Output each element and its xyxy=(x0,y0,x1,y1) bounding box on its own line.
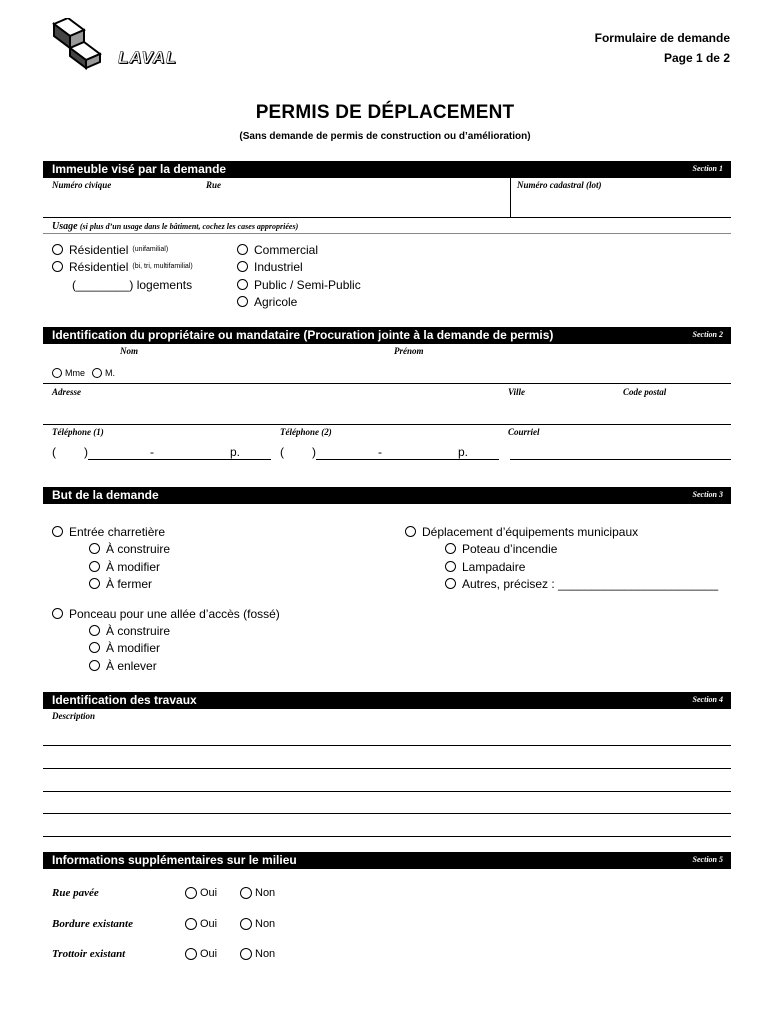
description-line-5[interactable] xyxy=(43,836,731,837)
option-label: Entrée charretière xyxy=(69,524,166,539)
option-label: À enlever xyxy=(106,658,157,673)
logo-text: LAVAL xyxy=(118,48,178,67)
culvert-build[interactable] xyxy=(89,622,170,639)
option-label: Autres, précisez : ________________________ xyxy=(462,576,719,591)
option-label: Résidentiel xyxy=(69,242,129,257)
radio-circle[interactable] xyxy=(52,368,62,378)
radio-circle[interactable] xyxy=(237,261,248,272)
radio-circle[interactable] xyxy=(240,918,252,930)
option-label: Résidentiel xyxy=(69,259,129,274)
section-1-number: Section 1 xyxy=(692,164,723,173)
option-label: À fermer xyxy=(106,576,153,591)
description-line-3[interactable] xyxy=(43,791,731,792)
laval-logo xyxy=(52,18,184,74)
equipment-streetlight[interactable] xyxy=(445,558,525,575)
purpose-culvert[interactable] xyxy=(52,605,280,622)
radio-circle[interactable] xyxy=(185,948,197,960)
section-3-number: Section 3 xyxy=(692,490,723,499)
option-label: Public / Semi-Public xyxy=(254,277,361,292)
radio-circle[interactable] xyxy=(89,578,100,589)
equipment-other[interactable] xyxy=(445,575,718,592)
paved-street-yes[interactable] xyxy=(185,887,217,899)
phone2-label: Téléphone (2) xyxy=(280,427,332,437)
phone2-ext: p. xyxy=(458,445,469,459)
section-4-header xyxy=(43,692,731,709)
culvert-modify[interactable] xyxy=(89,639,160,656)
section-5-title: Informations supplémentaires sur le milieu xyxy=(52,853,297,867)
m-label: M. xyxy=(105,368,115,378)
description-line-4[interactable] xyxy=(43,813,731,814)
radio-circle[interactable] xyxy=(52,244,63,255)
street-label: Rue xyxy=(206,180,222,190)
radio-circle[interactable] xyxy=(445,578,456,589)
usage-label-text: Usage xyxy=(52,221,78,232)
address-label: Adresse xyxy=(52,387,81,397)
driveway-modify[interactable] xyxy=(89,558,160,575)
section-3-header xyxy=(43,487,731,504)
address-field-line[interactable] xyxy=(43,217,731,218)
sidewalk-no[interactable] xyxy=(240,948,275,960)
culvert-remove[interactable] xyxy=(89,657,157,674)
last-name-label: Nom xyxy=(120,346,138,356)
option-label: Déplacement d’équipements municipaux xyxy=(422,524,639,539)
yes-label: Oui xyxy=(200,887,218,899)
phone1-line[interactable] xyxy=(88,459,271,460)
sidewalk-label: Trottoir existant xyxy=(52,948,126,960)
usage-public[interactable] xyxy=(237,276,361,293)
radio-circle[interactable] xyxy=(89,561,100,572)
usage-agricultural[interactable] xyxy=(237,293,297,310)
radio-circle[interactable] xyxy=(89,660,100,671)
cadastral-label: Numéro cadastral (lot) xyxy=(517,180,602,190)
no-label: Non xyxy=(255,887,276,899)
postal-code-label: Code postal xyxy=(623,387,667,397)
phone2-line[interactable] xyxy=(316,459,499,460)
option-label: À modifier xyxy=(106,640,161,655)
yes-label: Oui xyxy=(200,948,218,960)
radio-circle[interactable] xyxy=(240,948,252,960)
usage-commercial[interactable] xyxy=(237,241,318,258)
description-line-1[interactable] xyxy=(43,745,731,746)
address2-field-line[interactable] xyxy=(43,424,731,425)
section-1-header xyxy=(43,161,731,178)
purpose-driveway[interactable] xyxy=(52,523,165,540)
phone1-open: ( xyxy=(52,445,56,459)
phone1-dash: - xyxy=(150,445,154,459)
option-note: (unifamilial) xyxy=(132,246,169,253)
radio-circle[interactable] xyxy=(445,543,456,554)
phone2-close: ) xyxy=(312,445,316,459)
driveway-build[interactable] xyxy=(89,540,170,557)
radio-circle[interactable] xyxy=(445,561,456,572)
usage-label xyxy=(52,221,298,232)
no-label: Non xyxy=(255,918,276,930)
option-label: À construire xyxy=(106,541,171,556)
yes-label: Oui xyxy=(200,918,218,930)
title-m[interactable] xyxy=(92,366,115,380)
purpose-municipal-equipment[interactable] xyxy=(405,523,638,540)
section-1-title: Immeuble visé par la demande xyxy=(52,162,227,176)
page-subtitle: (Sans demande de permis de construction ou d’amélioration) xyxy=(239,131,531,142)
radio-circle[interactable] xyxy=(185,918,197,930)
section-5-number: Section 5 xyxy=(692,855,723,864)
radio-circle[interactable] xyxy=(89,543,100,554)
radio-circle[interactable] xyxy=(89,625,100,636)
first-name-label: Prénom xyxy=(394,346,424,356)
civic-number-label: Numéro civique xyxy=(52,180,112,190)
radio-circle[interactable] xyxy=(237,296,248,307)
form-type: Formulaire de demande xyxy=(594,31,730,45)
usage-residential-multi[interactable] xyxy=(52,258,193,275)
phone1-ext: p. xyxy=(230,445,241,459)
option-label: Industriel xyxy=(254,259,303,274)
radio-circle[interactable] xyxy=(185,887,197,899)
section-4-title: Identification des travaux xyxy=(52,693,197,707)
section-3-title: But de la demande xyxy=(52,488,159,502)
option-label: Lampadaire xyxy=(462,559,526,574)
option-label: Poteau d’incendie xyxy=(462,541,558,556)
no-label: Non xyxy=(255,948,276,960)
section-2-title: Identification du propriétaire ou mandataire (Procuration jointe à la demande de permis) xyxy=(52,328,554,342)
radio-circle[interactable] xyxy=(237,279,248,290)
driveway-close[interactable] xyxy=(89,575,152,592)
sidewalk-yes[interactable] xyxy=(185,948,217,960)
email-label: Courriel xyxy=(508,427,540,437)
phone2-open: ( xyxy=(280,445,284,459)
radio-circle[interactable] xyxy=(237,244,248,255)
section-2-header xyxy=(43,327,731,344)
option-note: (bi, tri, multifamilial) xyxy=(132,263,193,270)
section-4-number: Section 4 xyxy=(692,695,723,704)
city-label: Ville xyxy=(508,387,526,397)
description-line-2[interactable] xyxy=(43,768,731,769)
phone2-dash: - xyxy=(378,445,382,459)
radio-circle[interactable] xyxy=(52,608,63,619)
curb-label: Bordure existante xyxy=(52,918,133,930)
option-label: À modifier xyxy=(106,559,161,574)
radio-circle[interactable] xyxy=(89,642,100,653)
radio-circle[interactable] xyxy=(52,526,63,537)
phone1-close: ) xyxy=(84,445,88,459)
radio-circle[interactable] xyxy=(92,368,102,378)
radio-circle[interactable] xyxy=(52,261,63,272)
option-label: Agricole xyxy=(254,294,298,309)
section-2-number: Section 2 xyxy=(692,330,723,339)
radio-circle[interactable] xyxy=(240,887,252,899)
usage-divider xyxy=(43,233,731,234)
option-label: Commercial xyxy=(254,242,319,257)
page-title: PERMIS DE DÉPLACEMENT xyxy=(255,102,515,123)
name-field-line[interactable] xyxy=(43,383,731,384)
paved-street-label: Rue pavée xyxy=(52,887,99,899)
usage-industrial[interactable] xyxy=(237,258,303,275)
usage-residential-single[interactable] xyxy=(52,241,168,258)
option-label: À construire xyxy=(106,623,171,638)
usage-hint: (si plus d’un usage dans le bâtiment, cochez les cases appropriées) xyxy=(79,222,299,231)
cadastral-divider xyxy=(510,178,511,218)
option-label: Ponceau pour une allée d’accès (fossé) xyxy=(69,606,280,621)
radio-circle[interactable] xyxy=(405,526,416,537)
equipment-hydrant[interactable] xyxy=(445,540,557,557)
page-number: Page 1 de 2 xyxy=(663,51,730,65)
curb-no[interactable] xyxy=(240,918,275,930)
section-5-header xyxy=(43,852,731,869)
paved-street-no[interactable] xyxy=(240,887,275,899)
phone1-label: Téléphone (1) xyxy=(52,427,104,437)
email-line[interactable] xyxy=(510,459,731,460)
housing-count[interactable]: (________) logements xyxy=(72,277,193,292)
description-label: Description xyxy=(52,711,96,721)
title-mme[interactable] xyxy=(52,366,85,380)
mme-label: Mme xyxy=(65,368,85,378)
curb-yes[interactable] xyxy=(185,918,217,930)
